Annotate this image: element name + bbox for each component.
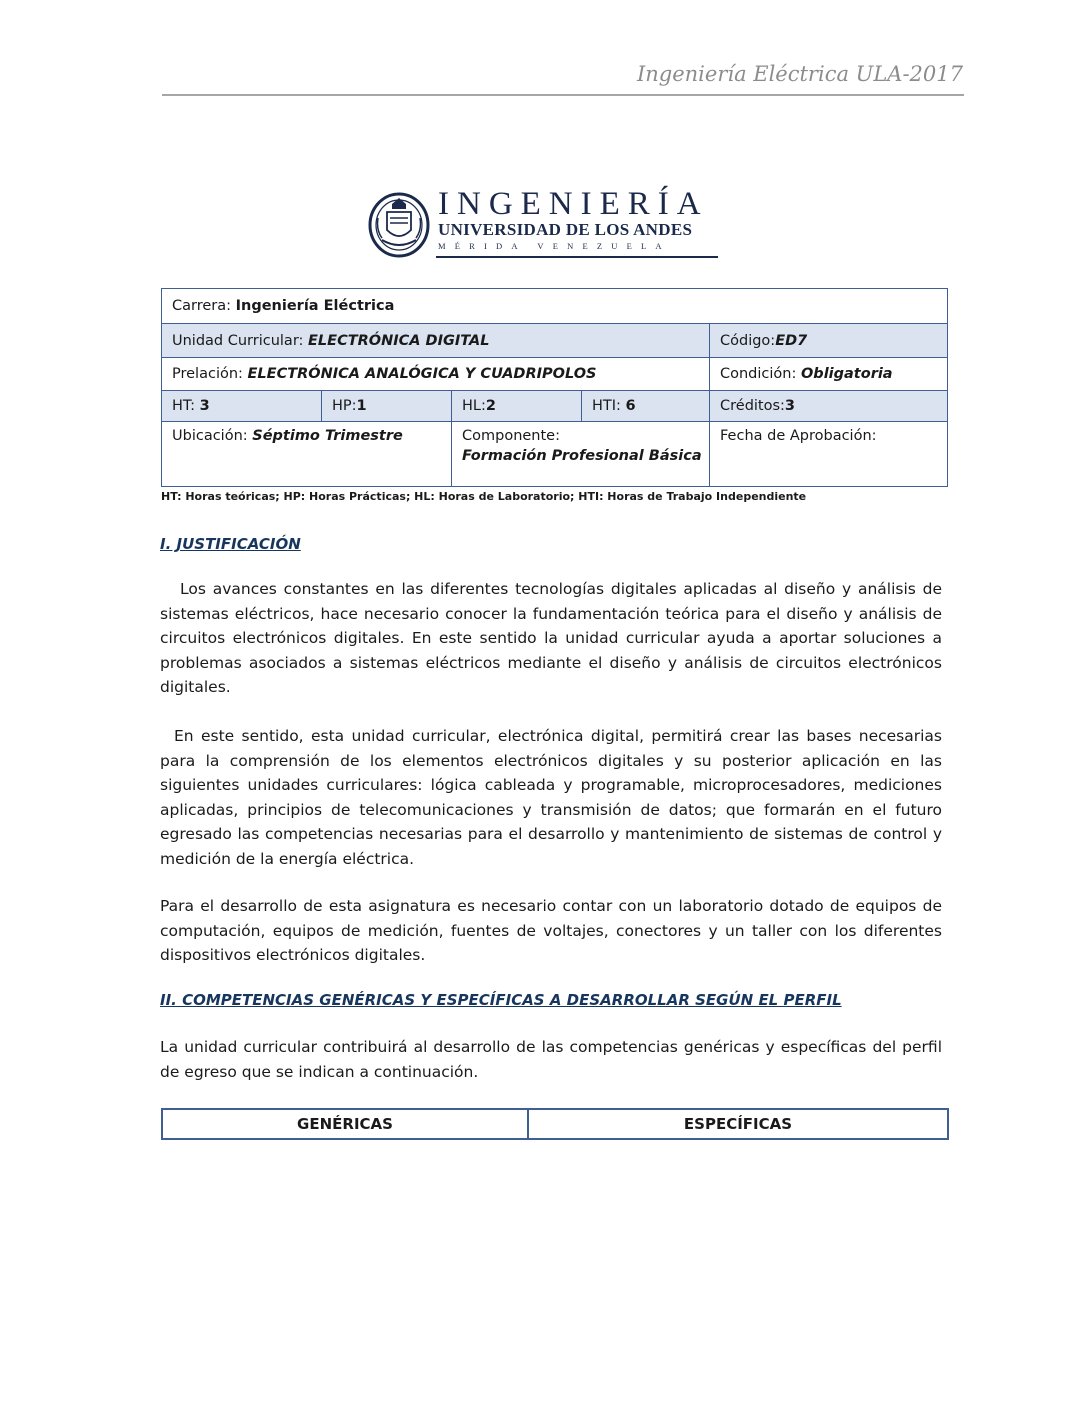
course-info-table [161,288,948,487]
carrera-label: Carrera: [172,298,232,314]
section-title-competencias: II. COMPETENCIAS GENÉRICAS Y ESPECÍFICAS A DESARROLLAR SEGÚN EL PERFIL [160,991,842,1009]
table-row [162,358,948,391]
logo-title: INGENIERÍA [438,186,709,222]
unidad-label: Unidad Curricular: [172,332,304,349]
fecha-label: Fecha de Aprobación: [720,428,877,444]
university-seal-icon [368,192,430,258]
unidad-cell [162,324,710,358]
prelacion-cell [162,358,710,391]
table-row [162,324,948,358]
codigo-label: Código: [720,332,776,349]
column-header-especificas: ESPECÍFICAS [528,1109,948,1139]
condicion-value: Obligatoria [800,366,893,382]
hti-cell [582,391,710,422]
unidad-value: ELECTRÓNICA DIGITAL [308,332,490,349]
ubicacion-value: Séptimo Trimestre [252,428,403,444]
creditos-value: 3 [784,398,796,414]
hp-value: 1 [356,398,367,414]
componente-cell [452,422,710,487]
codigo-value: ED7 [775,332,808,349]
paragraph: Para el desarrollo de esta asignatura es necesario contar con un laboratorio dotado de equipos de computación, equipos de medición, fuentes de voltajes, conectores y un taller con los diferentes dispositivos electrónicos digitales. [160,897,942,964]
header-rule [162,94,964,96]
ht-cell [162,391,322,422]
creditos-label: Créditos: [720,398,785,414]
section-title-justificacion: I. JUSTIFICACIÓN [160,535,301,553]
fecha-cell [710,422,948,487]
ubicacion-label: Ubicación: [172,428,248,444]
paragraph: La unidad curricular contribuirá al desarrollo de las competencias genéricas y específicas del perfil de egreso que se indican a continuación. [160,1038,942,1081]
hti-value: 6 [625,398,636,414]
paragraph: En este sentido, esta unidad curricular, electrónica digital, permitirá crear las bases necesarias para la comprensión de los elementos electrónicos digitales y su posterior aplicación en las siguientes unidades curriculares: lógica cableada y programable, microprocesadores, mediciones aplicadas, principios de telecomunicaciones y transmisión de datos; que formarán en el futuro egresado las competencias necesarias para el desarrollo y mantenimiento de sistemas de control y medición de la energía eléctrica. [160,727,942,868]
table-row [162,422,948,487]
table-row [162,289,948,324]
faculty-logo [368,186,720,260]
prelacion-label: Prelación: [172,366,243,382]
creditos-cell [710,391,948,422]
codigo-cell [710,324,948,358]
carrera-cell [162,289,948,324]
ht-value: 3 [199,398,210,414]
table-header-row [162,1109,948,1139]
hti-label: HTI: [592,398,621,414]
table-footnote: HT: Horas teóricas; HP: Horas Prácticas; HL: Horas de Laboratorio; HTI: Horas de Trabajo Independiente [161,490,807,503]
logo-university: UNIVERSIDAD DE LOS ANDES [438,220,693,239]
condicion-cell [710,358,948,391]
hp-label: HP: [332,398,357,414]
running-header: Ingeniería Eléctrica ULA-2017 [636,62,963,86]
prelacion-value: ELECTRÓNICA ANALÓGICA Y CUADRIPOLOS [247,366,597,382]
paragraph: Los avances constantes en las diferentes tecnologías digitales aplicadas al diseño y análisis de sistemas eléctricos, hace necesario conocer la fundamentación teórica para el diseño y análisis de circuitos electrónicos digitales. En este sentido la unidad curricular ayuda a aportar soluciones a problemas asociados a sistemas eléctricos mediante el diseño y análisis de circuitos electrónicos digitales. [160,580,942,696]
competencias-table [161,1108,949,1140]
hl-label: HL: [462,398,486,414]
ubicacion-cell [162,422,452,487]
condicion-label: Condición: [720,366,797,382]
column-header-genericas: GENÉRICAS [162,1109,528,1139]
componente-label: Componente: [462,428,560,444]
hp-cell [322,391,452,422]
logo-underline [436,256,718,258]
hl-value: 2 [485,398,496,414]
carrera-value: Ingeniería Eléctrica [235,298,395,314]
ht-label: HT: [172,398,196,414]
componente-value: Formación Profesional Básica [462,448,702,464]
logo-city: MÉRIDA VENEZUELA [438,241,671,251]
hl-cell [452,391,582,422]
table-row [162,391,948,422]
